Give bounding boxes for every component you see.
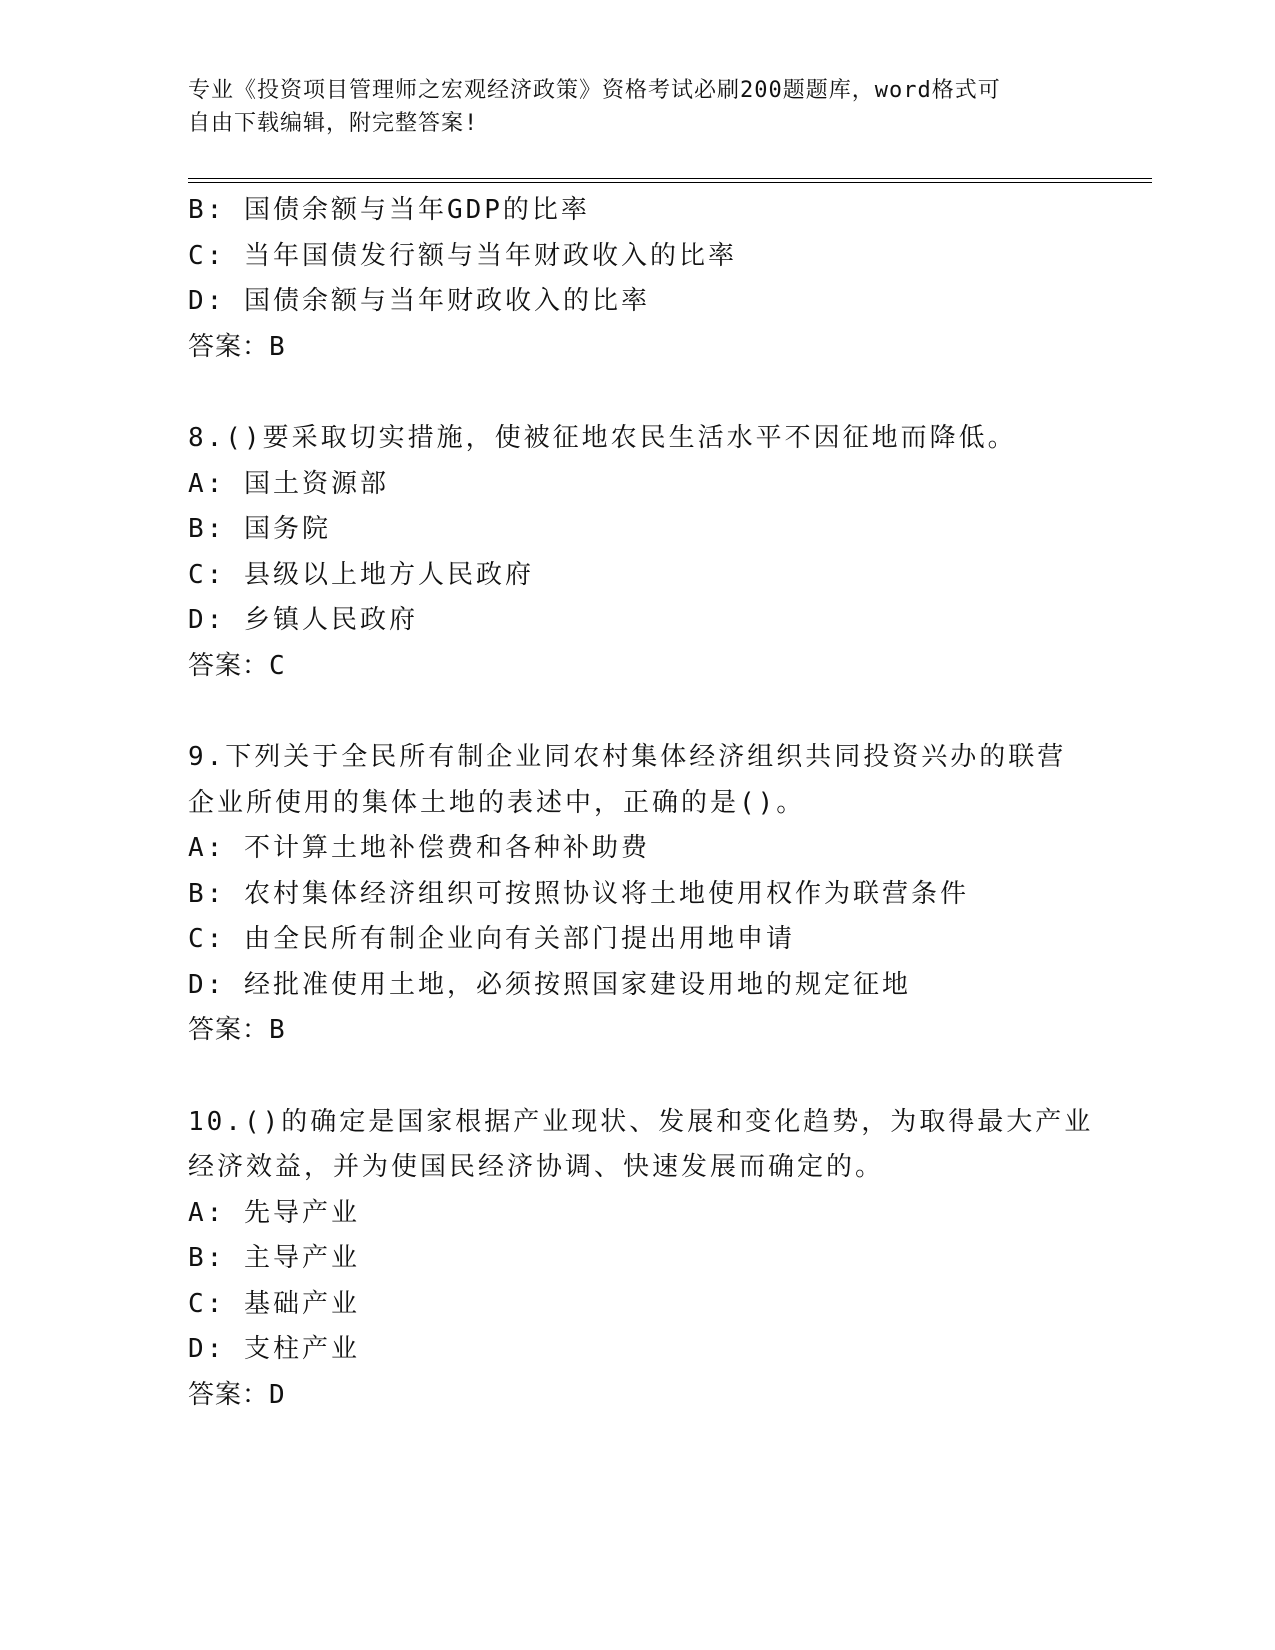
- document-header: [188, 74, 1068, 140]
- header-line-2: 自由下载编辑，附完整答案!: [188, 111, 479, 136]
- option-b: B: 主导产业: [188, 1243, 360, 1273]
- option-c: C: 当年国债发行额与当年财政收入的比率: [188, 240, 737, 271]
- header-divider: [188, 178, 1152, 183]
- question-8: [188, 416, 1088, 689]
- option-b: B: 农村集体经济组织可按照协议将土地使用权作为联营条件: [188, 878, 969, 909]
- question-10: [188, 1100, 1094, 1419]
- option-b: B: 国务院: [188, 514, 331, 544]
- header-line-1: 专业《投资项目管理师之宏观经济政策》资格考试必刷200题题库，word格式可: [188, 78, 1001, 103]
- question-7-tail: [188, 188, 1088, 370]
- option-c: C: 县级以上地方人民政府: [188, 559, 534, 590]
- question-stem-line-2: 企业所使用的集体土地的表述中，正确的是()。: [188, 787, 806, 818]
- question-stem-line-1: 10.()的确定是国家根据产业现状、发展和变化趋势，为取得最大产业: [188, 1106, 1094, 1137]
- option-d: D: 乡镇人民政府: [188, 605, 418, 635]
- option-a: A: 国土资源部: [188, 468, 389, 499]
- question-stem-line-2: 经济效益，并为使国民经济协调、快速发展而确定的。: [188, 1152, 885, 1182]
- option-a: A: 不计算土地补偿费和各种补助费: [188, 833, 650, 863]
- spacer: [188, 370, 1088, 416]
- answer: 答案：D: [188, 1379, 286, 1410]
- question-9: [188, 735, 1088, 1054]
- option-a: A: 先导产业: [188, 1197, 360, 1228]
- answer: 答案：C: [188, 650, 286, 681]
- answer: 答案：B: [188, 331, 286, 362]
- option-d: D: 经批准使用土地，必须按照国家建设用地的规定征地: [188, 969, 911, 1000]
- spacer: [188, 1054, 1088, 1100]
- option-c: C: 基础产业: [188, 1288, 360, 1319]
- option-b: B: 国债余额与当年GDP的比率: [188, 195, 590, 225]
- option-c: C: 由全民所有制企业向有关部门提出用地申请: [188, 924, 795, 954]
- answer: 答案：B: [188, 1015, 286, 1045]
- question-stem: 8.()要采取切实措施，使被征地农民生活水平不因征地而降低。: [188, 423, 1017, 453]
- question-list: [188, 188, 1094, 1418]
- spacer: [188, 689, 1088, 735]
- option-d: D: 国债余额与当年财政收入的比率: [188, 286, 650, 316]
- question-stem-line-1: 9.下列关于全民所有制企业同农村集体经济组织共同投资兴办的联营: [188, 742, 1067, 772]
- option-d: D: 支柱产业: [188, 1334, 360, 1364]
